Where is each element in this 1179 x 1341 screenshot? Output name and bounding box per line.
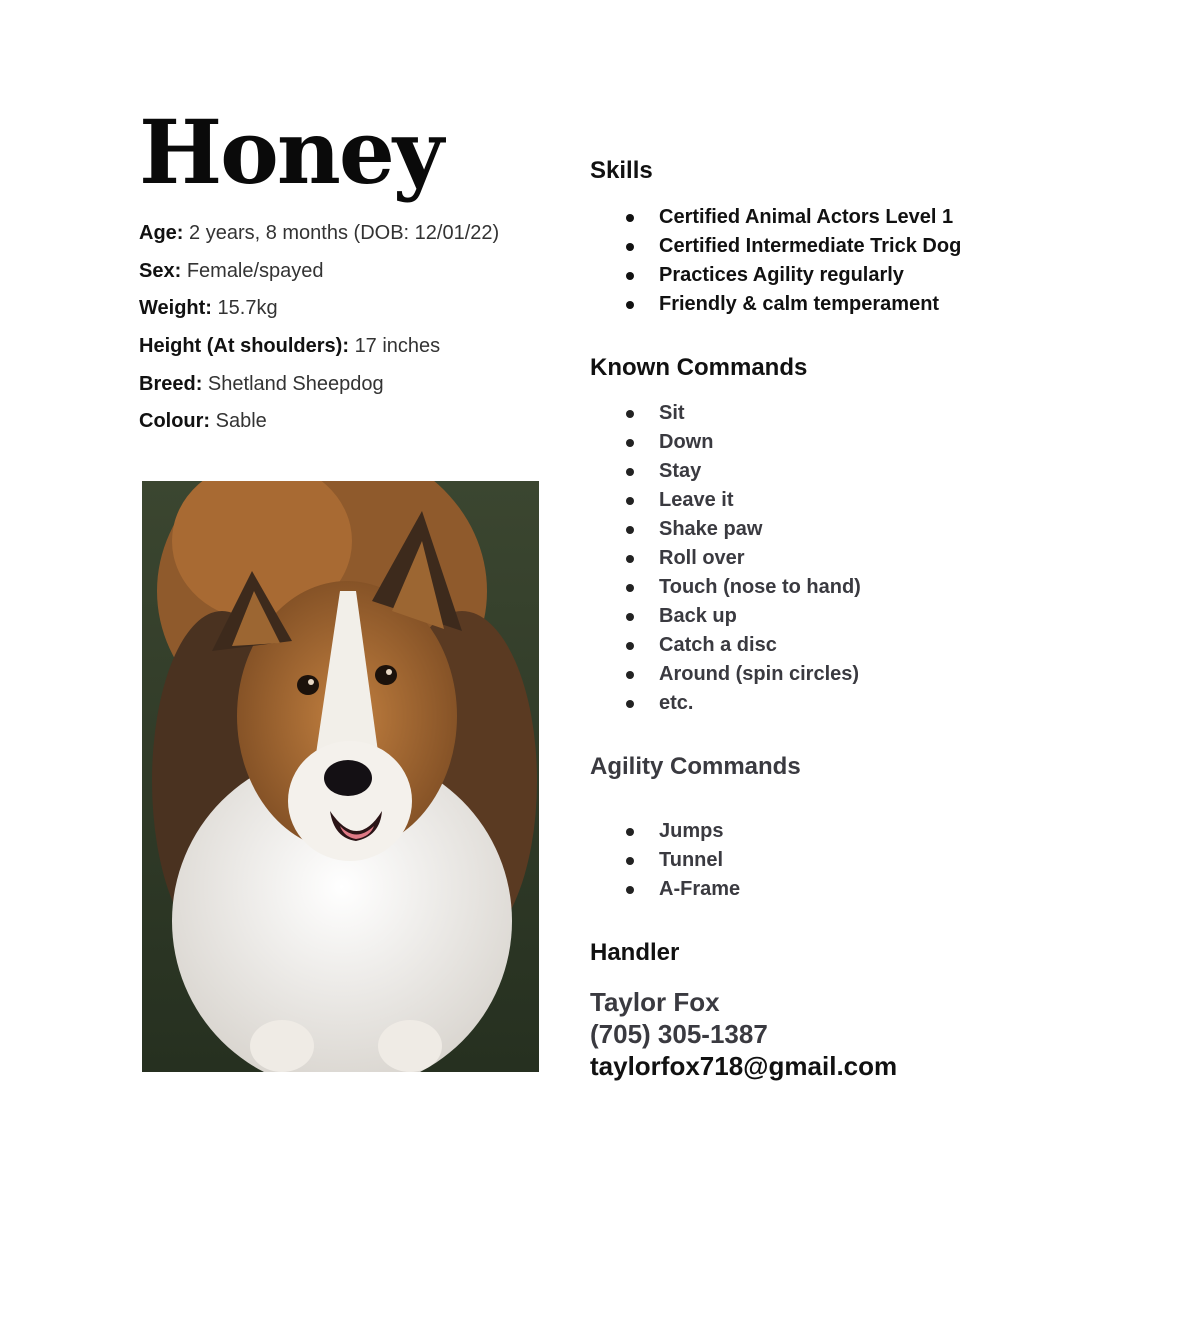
bullet-icon [626, 613, 634, 621]
bullet-icon [626, 857, 634, 865]
command-text: Around (spin circles) [659, 663, 860, 685]
command-text: Shake paw [659, 518, 763, 540]
command-text: Sit [659, 402, 685, 424]
list-item [626, 660, 861, 689]
list-item [626, 875, 740, 904]
fact-height-value: 17 inches [354, 335, 441, 358]
command-text: Touch (nose to hand) [659, 576, 861, 598]
command-text: Down [659, 431, 714, 453]
fact-height [139, 335, 499, 357]
command-text: Leave it [659, 489, 734, 511]
fact-weight-value: 15.7kg [217, 297, 278, 320]
list-item [626, 846, 740, 875]
bullet-icon [626, 886, 634, 894]
fact-age-label: Age: [139, 222, 184, 244]
known-commands-list [626, 399, 861, 718]
bullet-icon [626, 497, 634, 505]
bullet-icon [626, 410, 634, 418]
bullet-icon [626, 214, 634, 222]
bullet-icon [626, 828, 634, 836]
agility-commands-heading: Agility Commands [590, 753, 801, 780]
agility-text: Tunnel [659, 849, 724, 871]
command-text: Roll over [659, 547, 745, 569]
list-item [626, 573, 861, 602]
fact-age-value: 2 years, 8 months (DOB: 12/01/22) [189, 222, 500, 244]
list-item [626, 428, 861, 457]
fact-colour-value: Sable [215, 410, 267, 433]
bullet-icon [626, 642, 634, 650]
list-item [626, 290, 961, 319]
dog-photo [142, 481, 539, 1072]
bullet-icon [626, 272, 634, 280]
agility-commands-list [626, 817, 740, 904]
skill-text: Certified Intermediate Trick Dog [659, 235, 962, 257]
list-item [626, 602, 861, 631]
dog-facts-list [139, 222, 499, 448]
list-item [626, 399, 861, 428]
bullet-icon [626, 439, 634, 447]
skills-list [626, 203, 961, 319]
list-item [626, 544, 861, 573]
fact-weight-label: Weight: [139, 297, 212, 320]
fact-colour-label: Colour: [139, 410, 211, 433]
bullet-icon [626, 301, 634, 309]
list-item [626, 203, 961, 232]
command-text: etc. [659, 692, 694, 714]
skills-heading: Skills [590, 157, 653, 184]
handler-phone: (705) 305-1387 [590, 1019, 768, 1049]
fact-sex [139, 260, 499, 282]
bullet-icon [626, 584, 634, 592]
fact-height-label: Height (At shoulders): [139, 335, 349, 358]
command-text: Catch a disc [659, 634, 777, 656]
command-text: Stay [659, 460, 702, 482]
fact-breed [139, 373, 499, 395]
fact-colour [139, 410, 499, 432]
bullet-icon [626, 555, 634, 563]
bullet-icon [626, 526, 634, 534]
fact-breed-label: Breed: [139, 372, 203, 395]
command-text: Back up [659, 605, 737, 627]
handler-name: Taylor Fox [590, 987, 720, 1017]
agility-text: Jumps [659, 820, 724, 842]
fact-weight [139, 297, 499, 319]
list-item [626, 689, 861, 718]
list-item [626, 515, 861, 544]
handler-heading: Handler [590, 939, 680, 966]
bullet-icon [626, 671, 634, 679]
bullet-icon [626, 243, 634, 251]
skill-text: Certified Animal Actors Level 1 [659, 206, 954, 228]
bullet-icon [626, 468, 634, 476]
fact-sex-value: Female/spayed [186, 259, 324, 282]
fact-age [139, 222, 499, 244]
skill-text: Practices Agility regularly [659, 264, 904, 286]
list-item [626, 817, 740, 846]
list-item [626, 486, 861, 515]
list-item [626, 261, 961, 290]
fact-sex-label: Sex: [139, 259, 182, 282]
fact-breed-value: Shetland Sheepdog [207, 372, 384, 395]
agility-text: A-Frame [659, 878, 741, 900]
dog-name: Honey [139, 100, 442, 204]
skill-text: Friendly & calm temperament [659, 293, 940, 315]
list-item [626, 631, 861, 660]
list-item [626, 232, 961, 261]
handler-email: taylorfox718@gmail.com [590, 1051, 898, 1081]
known-commands-heading: Known Commands [590, 354, 808, 381]
list-item [626, 457, 861, 486]
bullet-icon [626, 700, 634, 708]
